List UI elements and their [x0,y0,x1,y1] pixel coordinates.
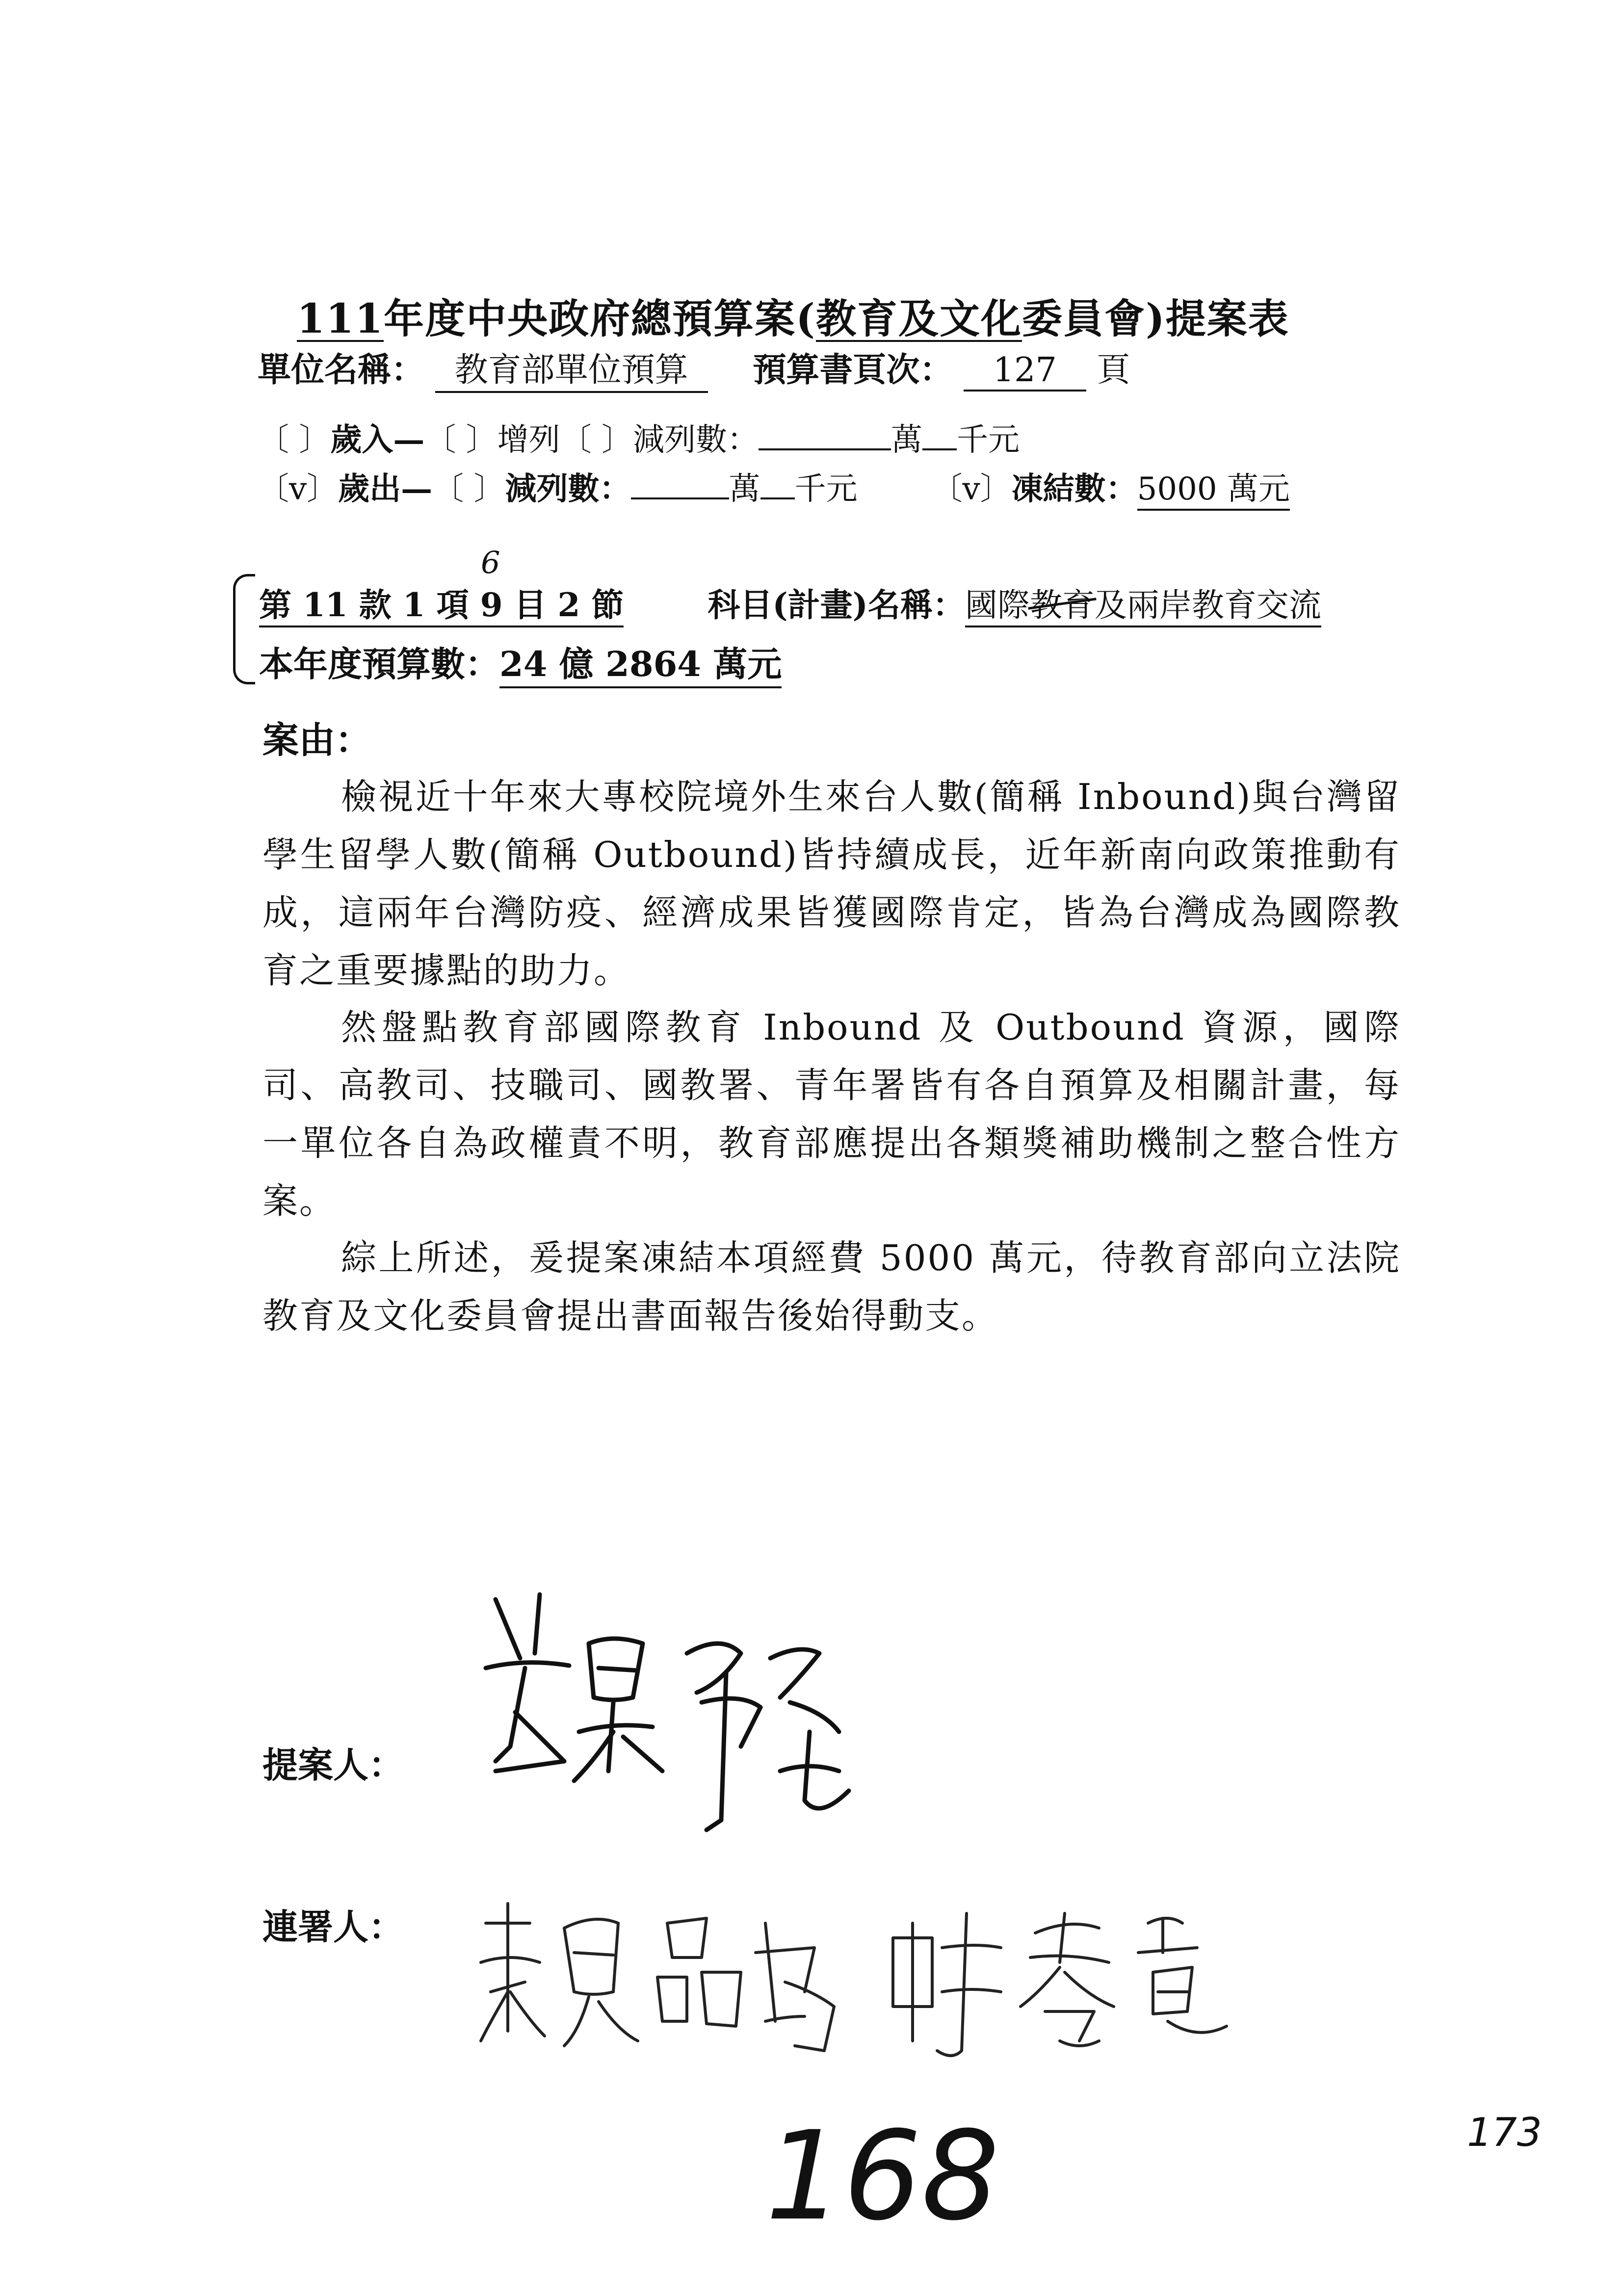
title-year: 111 [297,295,384,342]
freeze-value: 5000 萬元 [1137,464,1290,511]
subject-value [965,579,1321,627]
case-paragraph-1: 檢視近十年來大專校院境外生來台人數(簡稱 Inbound)與台灣留學生留學人數(簡稱 Outbound)皆持續成長，近年新南向政策推動有成，這兩年台灣防疫、經濟成果皆獲國際肯定，皆為台灣成為國際教育之重要據點的助力。 [262,776,1401,991]
proposer-label: 提案人： [262,1744,404,1786]
revenue-qian: 千元 [957,422,1020,458]
expenditure-wan-blank [631,497,729,499]
expenditure-qian-blank [760,497,795,499]
expenditure-check: 〔v〕 [258,471,339,507]
page-suffix: 頁 [1097,351,1130,390]
title-part-1: 年度中央政府總預算案( [384,295,816,342]
expenditure-row [258,464,1290,511]
cosigner-signatures [471,1894,1246,2070]
expenditure-decrease-check: 〔 〕 [432,471,505,507]
form-title [297,287,1289,344]
revenue-check: 〔 〕 [258,422,331,458]
revenue-row [258,415,1020,460]
case-heading: 案由： [262,719,371,761]
handwritten-correction: 6 [481,545,500,580]
item-mu: 9 [480,586,503,624]
subject-struck: 教育 [1030,579,1095,626]
case-paragraph-2: 然盤點教育部國際教育 Inbound 及 Outbound 資源，國際司、高教司、技職司、國教署、青年署皆有各自預算及相關計畫，每一單位各自為政權責不明，教育部應提出各類獎補助機制之整合性方案。 [262,1007,1401,1222]
subject-label: 科目(計畫)名稱： [707,586,965,624]
revenue-qian-blank [922,448,957,450]
budget-value: 24 億 2864 萬元 [499,637,782,688]
revenue-increase: 〔 〕增列 [424,422,560,458]
unit-row [258,343,1130,393]
item-code [259,579,624,627]
budget-label: 本年度預算數： [259,644,499,684]
expenditure-label: 歲出— [338,470,433,507]
item-rest: 目 2 節 [502,586,624,624]
revenue-decrease: 〔 〕減列數： [560,422,759,458]
freeze-check: 〔v〕 [931,471,1012,507]
title-part-2: 委員會)提案表 [1022,295,1289,342]
page-label: 預算書頁次： [753,350,953,390]
expenditure-qian: 千元 [794,471,858,507]
proposer-signature [466,1585,908,1859]
item-row [259,579,1321,627]
subject-post: 及兩岸教育交流 [1094,586,1321,624]
cosigner-label: 連署人： [262,1906,404,1948]
subject-pre: 國際 [965,586,1030,624]
unit-value: 教育部單位預算 [435,343,708,393]
page-number-main: 168 [765,2105,1000,2247]
expenditure-wan: 萬 [729,471,760,507]
budget-row [259,637,782,688]
title-committee: 教育及文化 [815,295,1022,342]
page-number-corner: 173 [1467,2110,1542,2155]
revenue-label: 歲入— [330,421,425,458]
freeze-label: 凍結數： [1011,470,1137,507]
expenditure-decrease-label: 減列數： [505,470,631,507]
item-kuan: 第 11 款 1 項 [259,586,480,624]
case-paragraph-3: 綜上所述，爰提案凍結本項經費 5000 萬元，待教育部向立法院教育及文化委員會提出書面報告後始得動支。 [262,1237,1401,1336]
page-value: 127 [964,351,1086,391]
revenue-wan: 萬 [891,422,923,458]
item-bracket [233,574,255,684]
revenue-wan-blank [759,448,891,450]
unit-label: 單位名稱： [258,350,425,390]
